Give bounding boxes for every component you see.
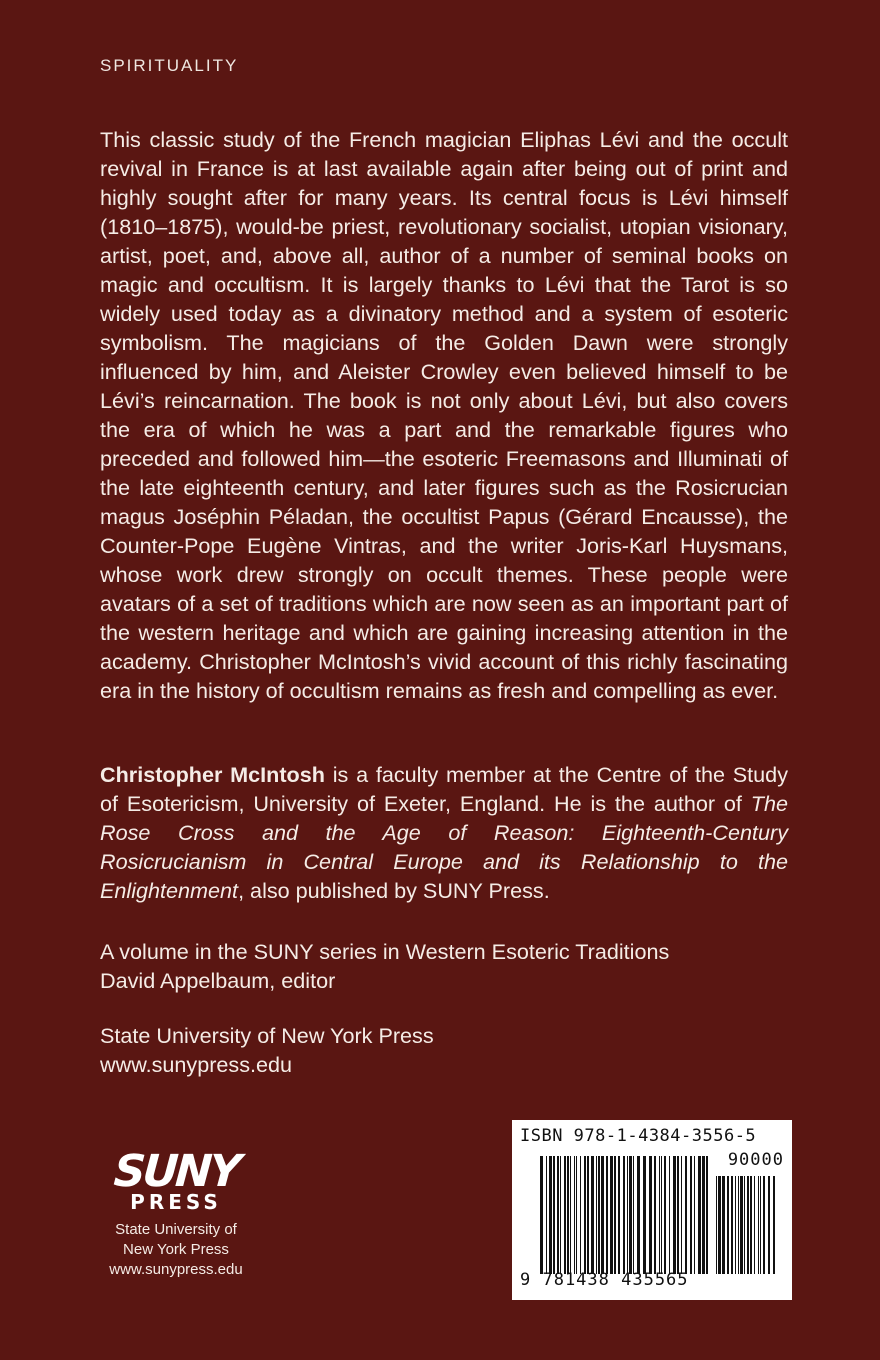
barcode-bar [596, 1156, 597, 1274]
barcode-bar [750, 1176, 752, 1274]
barcode-bar [601, 1156, 604, 1274]
barcode-bar [664, 1156, 666, 1274]
barcode-bar [773, 1176, 775, 1274]
barcode-bar [580, 1156, 581, 1274]
logo-caption-line2: New York Press [123, 1241, 229, 1258]
barcode-bar [618, 1156, 620, 1274]
logo-caption-line3: www.sunypress.edu [109, 1261, 243, 1278]
barcode-bar [685, 1156, 687, 1274]
barcode-bar [706, 1156, 708, 1274]
barcode-bar [661, 1156, 662, 1274]
barcode-bar [574, 1156, 575, 1274]
author-book-title: The Rose Cross and the Age of Reason: Eighteenth-Century Rosicrucianism in Central Europe and its Relationship to the Enlightenment [100, 791, 788, 903]
barcode-bar [587, 1156, 589, 1274]
barcode-bar [760, 1176, 761, 1274]
barcode-bar [747, 1176, 749, 1274]
barcode-bar [690, 1156, 692, 1274]
barcode-bar [677, 1156, 679, 1274]
barcode-bar [659, 1156, 660, 1274]
logo-press: PRESS [130, 1190, 222, 1214]
barcode-bar [546, 1156, 547, 1274]
barcode-bar [698, 1156, 701, 1274]
publisher-url: www.sunypress.edu [100, 1052, 293, 1077]
publisher-name: State University of New York Press [100, 1023, 434, 1048]
book-description: This classic study of the French magician Eliphas Lévi and the occult revival in France is at last available again after being out of print and highly sought after for many years. Its central focus is Lévi himself (1810–1875), would-be priest, revolutionary socialist, utopian visionary, artist, poet, and, above all, author of a number of seminal books on magic and occultism. It is largely thanks to Lévi that the Tarot is so widely used today as a divinatory method and a system of esoteric symbolism. The magicians of the Golden Dawn were strongly influenced by him, and Aleister Crowley even believed himself to be Lévi’s reincarnation. The book is not only about Lévi, but also covers the era of which he was a part and the remarkable figures who preceded and followed him—the esoteric Freemasons and Illuminati of the late eighteenth century, and later figures such as the Rosicrucian magus Joséphin Péladan, the occultist Papus (Gérard Encausse), the Counter-Pope Eugène Vintras, and the writer Joris-Karl Huysmans, whose work drew strongly on occult themes. These people were avatars of a set of traditions which are now seen as an important part of the western heritage and which are gaining increasing attention in the academy. Christopher McIntosh’s vivid account of this richly fascinating era in the history of occultism remains as fresh and compelling as ever. [100, 127, 788, 703]
suny-press-logo [96, 1146, 256, 1280]
barcode-bar [564, 1156, 566, 1274]
barcode-bar [754, 1176, 755, 1274]
series-editor: David Appelbaum, editor [100, 968, 336, 993]
bio-text-2: , also published by SUNY Press. [238, 878, 550, 903]
barcode-bar [643, 1156, 646, 1274]
logo-wordmark: SUNY [112, 1146, 240, 1197]
barcode-bar [591, 1156, 594, 1274]
series-line: A volume in the SUNY series in Western Esoteric Traditions [100, 939, 670, 964]
barcode-bar [598, 1156, 600, 1274]
barcode-bar [637, 1156, 640, 1274]
barcode-bar [576, 1156, 577, 1274]
barcode-bar [694, 1156, 695, 1274]
barcode-bar [669, 1156, 670, 1274]
barcode-bar [740, 1176, 743, 1274]
series-info [100, 937, 788, 995]
barcode-bar [681, 1156, 682, 1274]
barcode-bar [584, 1156, 586, 1274]
category-label: SPIRITUALITY [100, 56, 239, 75]
barcode-bar [727, 1176, 729, 1274]
barcode-bar [744, 1176, 745, 1274]
barcode-bar [718, 1176, 721, 1274]
barcode-bar [716, 1176, 717, 1274]
author-bio [100, 760, 788, 905]
price-code: 90000 [727, 1150, 784, 1170]
barcode-bar [722, 1176, 725, 1274]
ean-barcode [540, 1156, 710, 1274]
isbn-label: ISBN 978-1-4384-3556-5 [520, 1126, 757, 1146]
logo-caption [96, 1220, 256, 1280]
barcode-bar [629, 1156, 632, 1274]
barcode-bar [627, 1156, 628, 1274]
author-name: Christopher McIntosh [100, 762, 325, 787]
barcode-bar [702, 1156, 705, 1274]
barcode-bar [735, 1176, 736, 1274]
barcode-bar [560, 1156, 561, 1274]
barcode-bar [649, 1156, 652, 1274]
barcode-bar [763, 1176, 765, 1274]
barcode-bar [557, 1156, 559, 1274]
barcode-panel [512, 1120, 792, 1300]
bio-text-1: is a faculty member at the Centre of the Study of Esotericism, University of Exeter, England. He is the author of [100, 762, 788, 816]
barcode-bar [738, 1176, 739, 1274]
barcode-bar [553, 1156, 555, 1274]
barcode-bar [654, 1156, 656, 1274]
barcode-bar [567, 1156, 569, 1274]
barcode-bar [731, 1176, 733, 1274]
barcode-bar [633, 1156, 634, 1274]
barcode-bar [673, 1156, 676, 1274]
barcode-bar [570, 1156, 571, 1274]
barcode-bar [623, 1156, 625, 1274]
logo-caption-line1: State University of [115, 1221, 237, 1238]
barcode-bar [610, 1156, 613, 1274]
barcode-bar [768, 1176, 770, 1274]
ean-digits: 9 781438 435565 [520, 1270, 689, 1290]
barcode-bar [758, 1176, 759, 1274]
barcode-bar [606, 1156, 608, 1274]
publisher-info [100, 1021, 788, 1079]
barcode-bar [549, 1156, 552, 1274]
barcode-bar [614, 1156, 616, 1274]
addon-barcode [716, 1176, 780, 1274]
barcode-bar [540, 1156, 543, 1274]
